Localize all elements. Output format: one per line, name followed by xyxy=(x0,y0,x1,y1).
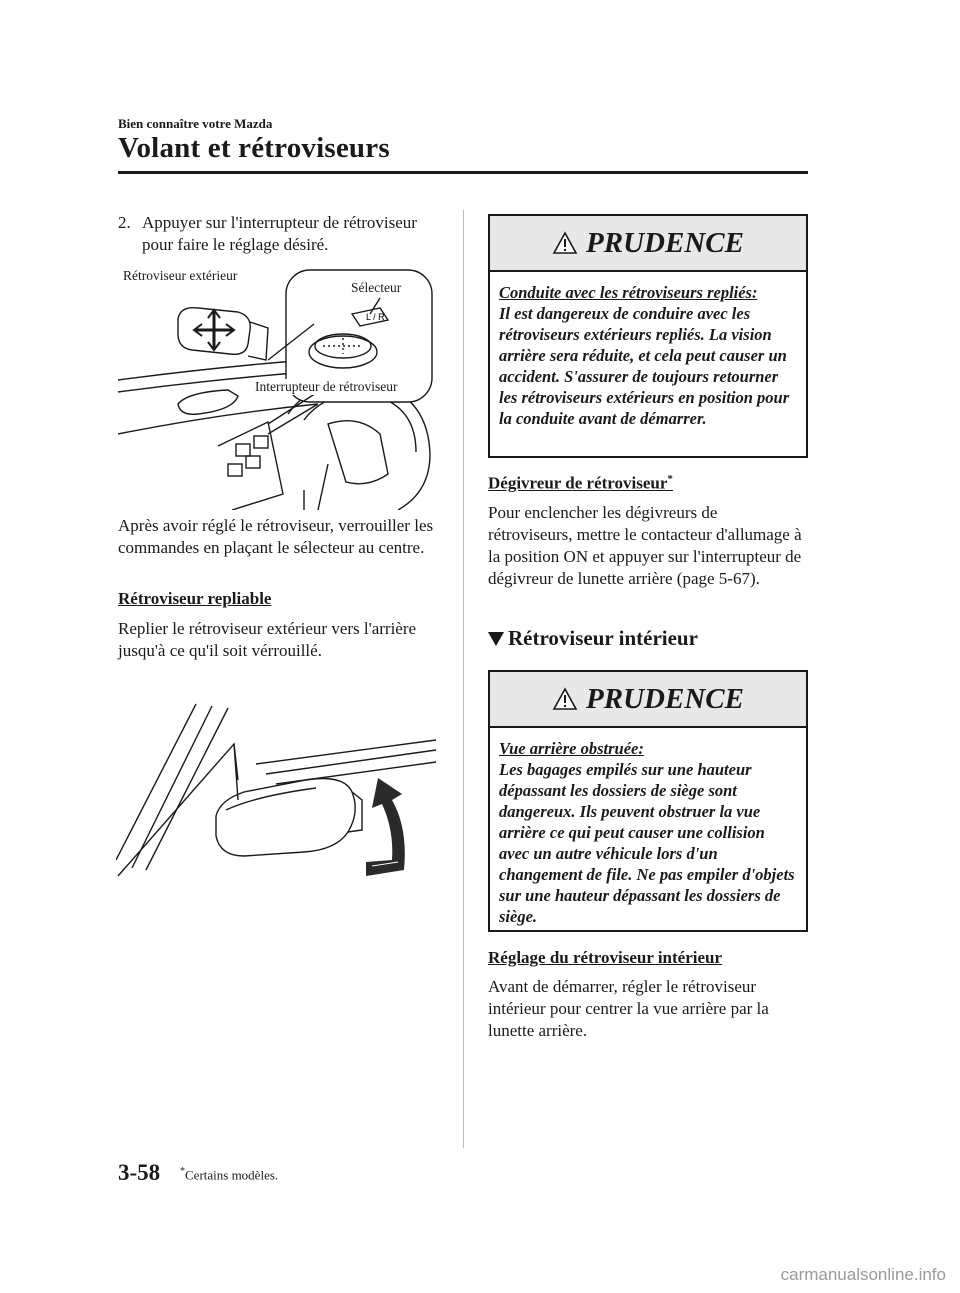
warning-triangle-icon xyxy=(552,687,578,711)
caution-body xyxy=(490,272,806,437)
page-number: 3-58 xyxy=(118,1160,161,1185)
after-adjust-text: Après avoir réglé le rétroviseur, verrouiller les commandes en plaçant le sélecteur au centre. xyxy=(118,516,434,557)
page-title: Volant et rétroviseurs xyxy=(118,132,390,164)
footnote-mark: * xyxy=(180,1166,185,1177)
caution-heading: Conduite avec les rétroviseurs repliés: xyxy=(499,283,758,302)
inner-mirror-title-text: Rétroviseur intérieur xyxy=(508,626,698,650)
warning-triangle-icon xyxy=(552,231,578,255)
caution-box-obstructed-view xyxy=(488,670,808,932)
figure-mirror-switch xyxy=(118,264,443,510)
step-2 xyxy=(118,212,448,256)
caution-header xyxy=(490,216,806,272)
step-number: 2. xyxy=(118,213,131,232)
defroster-heading xyxy=(488,473,673,494)
caution-body xyxy=(490,728,806,935)
label-outer-mirror: Rétroviseur extérieur xyxy=(123,268,238,283)
defroster-heading-text: Dégivreur de rétroviseur xyxy=(488,473,668,493)
inner-adjust-heading: Réglage du rétroviseur intérieur xyxy=(488,948,723,967)
caution-text: Les bagages empilés sur une hauteur dépassant les dossiers de siège sont dangereux. Ils peuvent obstruer la vue arrière ce qui peut causer une collision avec un autre véhicule lors d'un changement de file. Ne pas empiler d'objets sur une hauteur dépassant les dossiers de siège. xyxy=(499,760,795,926)
caution-text: Il est dangereux de conduire avec les rétroviseurs extérieurs repliés. La vision arrière sera réduite, et cela peut causer un accident. S'assurer de toujours retourner les rétroviseurs extérieurs en position pour la conduite avant de démarrer. xyxy=(499,304,790,428)
label-selector: Sélecteur xyxy=(351,280,402,295)
caution-header xyxy=(490,672,806,728)
footnote xyxy=(180,1166,278,1183)
fold-direction-arrow xyxy=(366,778,405,876)
section-marker-icon xyxy=(488,632,504,646)
caution-heading: Vue arrière obstruée: xyxy=(499,739,644,758)
caution-box-folded-mirrors xyxy=(488,214,808,458)
folding-mirror-text: Replier le rétroviseur extérieur vers l'arrière jusqu'à ce qu'il soit vérrouillé. xyxy=(118,619,417,660)
inner-adjust-text: Avant de démarrer, régler le rétroviseur intérieur pour centrer la vue arrière par la lunette arrière. xyxy=(488,977,769,1040)
optional-feature-mark: * xyxy=(667,473,673,485)
figure-folding-mirror xyxy=(116,700,438,880)
caution-label: PRUDENCE xyxy=(586,682,744,715)
label-mirror-switch: Interrupteur de rétroviseur xyxy=(255,379,398,394)
defroster-text: Pour enclencher les dégivreurs de rétroviseurs, mettre le contacteur d'allumage à la position ON et appuyer sur l'interrupteur de dégivreur de lunette arrière (page 5-67). xyxy=(488,503,802,588)
column-divider xyxy=(463,210,464,1148)
footnote-text: Certains modèles. xyxy=(185,1167,279,1183)
folding-mirror-heading: Rétroviseur repliable xyxy=(118,589,272,608)
watermark: carmanualsonline.info xyxy=(780,1265,946,1284)
folding-mirror-illustration xyxy=(116,700,438,880)
selector-key-label: L / R xyxy=(366,312,385,322)
step-text: Appuyer sur l'interrupteur de rétroviseur pour faire le réglage désiré. xyxy=(142,213,417,254)
section-header: Bien connaître votre Mazda xyxy=(118,116,273,131)
header-divider xyxy=(118,171,808,174)
inner-mirror-section-title xyxy=(488,626,698,651)
caution-label: PRUDENCE xyxy=(586,226,744,259)
